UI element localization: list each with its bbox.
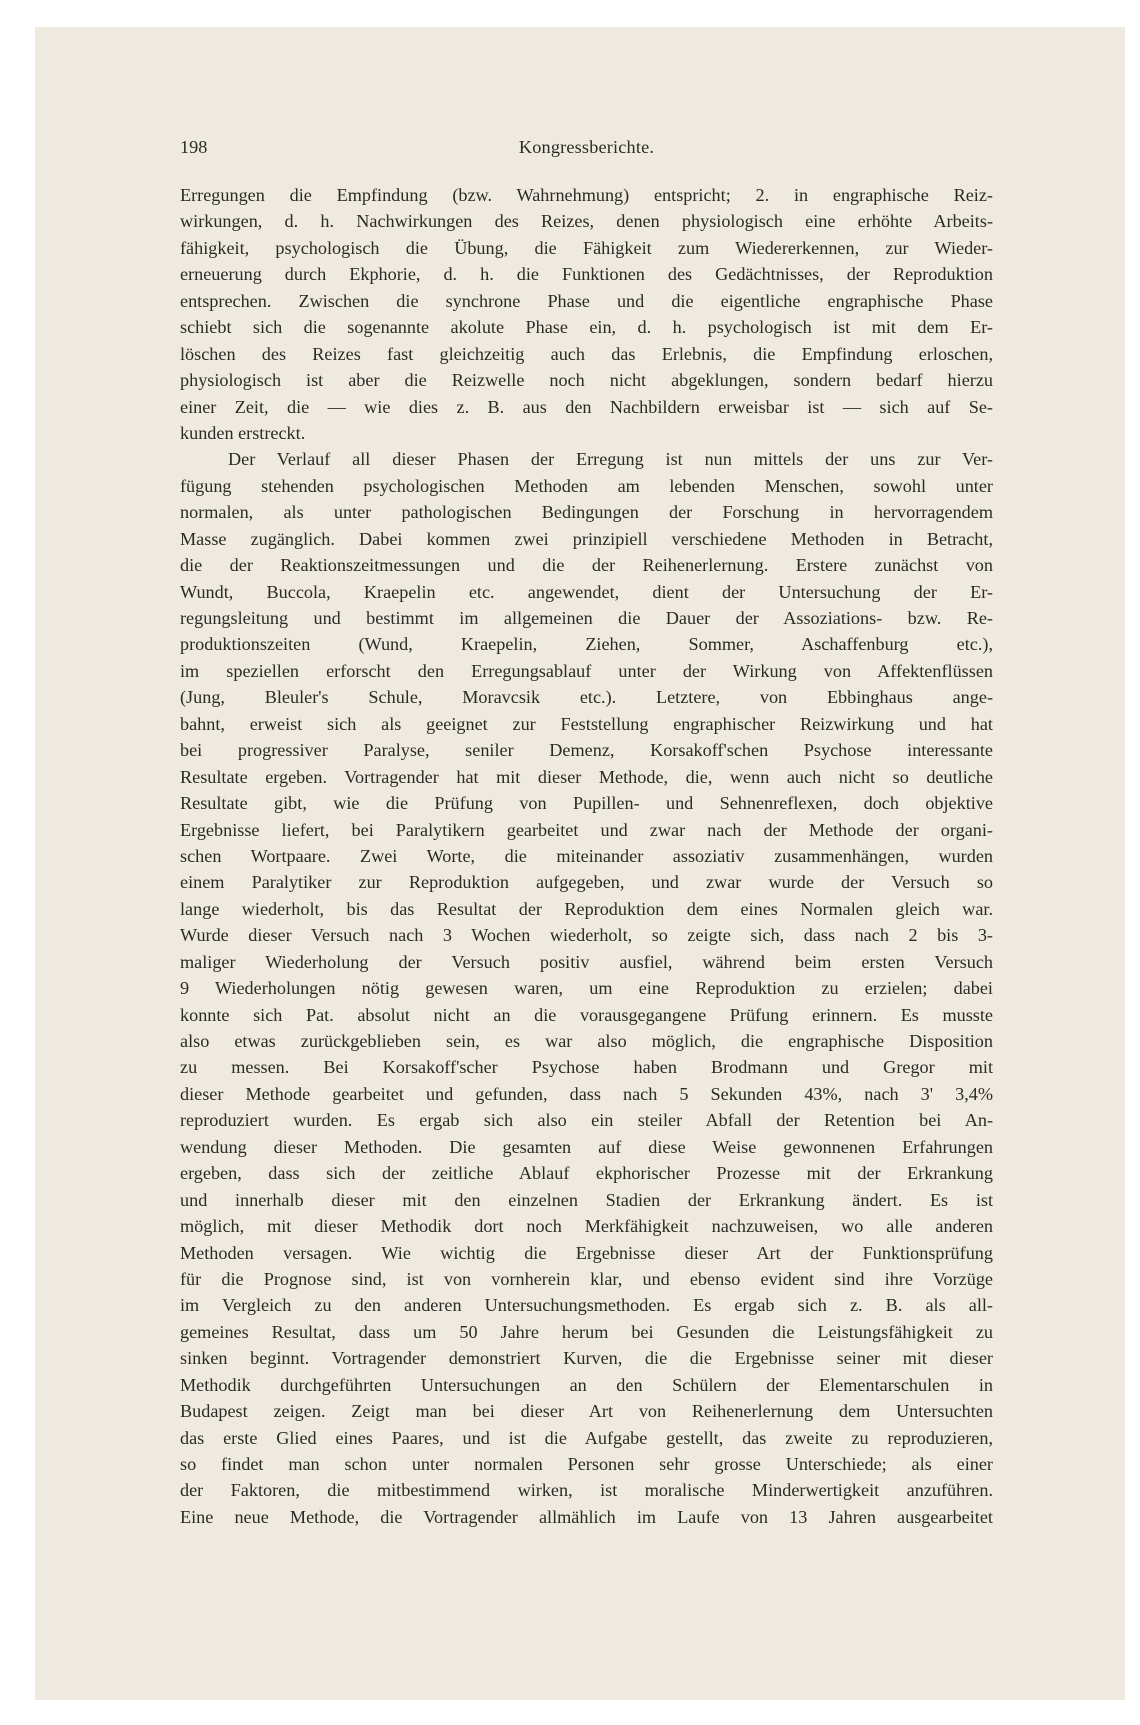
text-line: lange wiederholt, bis das Resultat der Reproduktion dem eines Normalen gleich war.	[180, 898, 993, 919]
text-line: Der Verlauf all dieser Phasen der Erregung ist nun mittels der uns zur Ver-	[228, 449, 993, 470]
text-line: einer Zeit, die — wie dies z. B. aus den Nachbildern erweisbar ist — sich auf Se-	[180, 396, 993, 417]
text-line: so findet man schon unter normalen Personen sehr grosse Unterschiede; als einer	[180, 1454, 993, 1474]
text-line: sinken beginnt. Vortragender demonstriert Kurven, die die Ergebnisse seiner mit dieser	[180, 1348, 993, 1369]
text-line: fügung stehenden psychologischen Methoden am lebenden Menschen, sowohl unter	[180, 475, 993, 496]
text-line: der Faktoren, die mitbestimmend wirken, ist moralische Minderwertigkeit anzuführen.	[180, 1480, 993, 1501]
body-text	[180, 182, 993, 1530]
text-line: dieser Methode gearbeitet und gefunden, dass nach 5 Sekunden 43%, nach 3' 3,4%	[180, 1083, 993, 1104]
text-line: und innerhalb dieser mit den einzelnen Stadien der Erkrankung ändert. Es ist	[180, 1189, 993, 1210]
text-line: Budapest zeigen. Zeigt man bei dieser Art von Reihenerlernung dem Untersuchten	[180, 1401, 993, 1422]
page-number: 198	[180, 137, 208, 157]
text-line: (Jung, Bleuler's Schule, Moravcsik etc.). Letztere, von Ebbinghaus ange-	[180, 687, 993, 708]
text-line: maliger Wiederholung der Versuch positiv ausfiel, während beim ersten Versuch	[180, 951, 993, 972]
text-line: regungsleitung und bestimmt im allgemeinen die Dauer der Assoziations- bzw. Re-	[180, 608, 993, 628]
text-line: im Vergleich zu den anderen Untersuchungsmethoden. Es ergab sich z. B. als all-	[180, 1295, 993, 1316]
text-line: physiologisch ist aber die Reizwelle noch nicht abgeklungen, sondern bedarf hierzu	[180, 370, 993, 391]
text-line: schen Wortpaare. Zwei Worte, die miteinander assoziativ zusammenhängen, wurden	[180, 845, 993, 866]
text-line: löschen des Reizes fast gleichzeitig auch das Erlebnis, die Empfindung erloschen,	[180, 343, 993, 364]
text-line: für die Prognose sind, ist von vornherein klar, und ebenso evident sind ihre Vorzüge	[180, 1268, 993, 1289]
text-line: normalen, als unter pathologischen Bedingungen der Forschung in hervorragendem	[180, 502, 993, 523]
text-line: fähigkeit, psychologisch die Übung, die Fähigkeit zum Wiedererkennen, zur Wieder-	[180, 237, 993, 258]
text-line: Masse zugänglich. Dabei kommen zwei prinzipiell verschiedene Methoden in Betracht,	[180, 528, 993, 549]
page-body	[180, 134, 993, 1530]
text-line: Erregungen die Empfindung (bzw. Wahrnehmung) entspricht; 2. in engraphische Reiz-	[180, 185, 993, 205]
text-line: Eine neue Methode, die Vortragender allmählich im Laufe von 13 Jahren ausgearbeitet	[180, 1506, 993, 1527]
text-line: im speziellen erforscht den Erregungsablauf unter der Wirkung von Affektenflüssen	[180, 660, 993, 681]
text-line: produktionszeiten (Wund, Kraepelin, Ziehen, Sommer, Aschaffenburg etc.),	[180, 634, 993, 655]
text-line: einem Paralytiker zur Reproduktion aufgegeben, und zwar wurde der Versuch so	[180, 872, 993, 893]
text-line: Resultate ergeben. Vortragender hat mit dieser Methode, die, wenn auch nicht so deutliche	[180, 766, 993, 787]
text-line: 9 Wiederholungen nötig gewesen waren, um eine Reproduktion zu erzielen; dabei	[180, 978, 993, 999]
text-line: ergeben, dass sich der zeitliche Ablauf ekphorischer Prozesse mit der Erkrankung	[180, 1163, 993, 1184]
text-line: zu messen. Bei Korsakoff'scher Psychose haben Brodmann und Gregor mit	[180, 1057, 993, 1078]
text-line: Methoden versagen. Wie wichtig die Ergebnisse dieser Art der Funktionsprüfung	[180, 1242, 993, 1263]
text-line: wirkungen, d. h. Nachwirkungen des Reizes, denen physiologisch eine erhöhte Arbeits-	[180, 211, 993, 232]
text-line: entsprechen. Zwischen die synchrone Phase und die eigentliche engraphische Phase	[180, 290, 993, 311]
text-line: kunden erstreckt.	[180, 422, 306, 443]
text-line: das erste Glied eines Paares, und ist die Aufgabe gestellt, das zweite zu reproduzieren,	[180, 1427, 993, 1448]
text-line: Methodik durchgeführten Untersuchungen an den Schülern der Elementarschulen in	[180, 1374, 993, 1395]
text-line: Wurde dieser Versuch nach 3 Wochen wiederholt, so zeigte sich, dass nach 2 bis 3-	[180, 925, 993, 946]
text-line: bei progressiver Paralyse, seniler Demenz, Korsakoff'schen Psychose interessante	[180, 740, 993, 761]
text-line: konnte sich Pat. absolut nicht an die vorausgegangene Prüfung erinnern. Es musste	[180, 1004, 993, 1025]
page-header	[180, 134, 993, 164]
text-line: die der Reaktionszeitmessungen und die der Reihenerlernung. Erstere zunächst von	[180, 555, 993, 576]
text-line: möglich, mit dieser Methodik dort noch Merkfähigkeit nachzuweisen, wo alle anderen	[180, 1216, 993, 1237]
text-line: erneuerung durch Ekphorie, d. h. die Funktionen des Gedächtnisses, der Reproduktion	[180, 264, 993, 285]
text-line: gemeines Resultat, dass um 50 Jahre herum bei Gesunden die Leistungsfähigkeit zu	[180, 1321, 993, 1342]
text-line: Ergebnisse liefert, bei Paralytikern gearbeitet und zwar nach der Methode der organi-	[180, 819, 993, 840]
text-line: Resultate gibt, wie die Prüfung von Pupillen- und Sehnenreflexen, doch objektive	[180, 793, 993, 814]
text-line: schiebt sich die sogenannte akolute Phase ein, d. h. psychologisch ist mit dem Er-	[180, 317, 993, 338]
text-line: wendung dieser Methoden. Die gesamten auf diese Weise gewonnenen Erfahrungen	[180, 1136, 993, 1157]
text-line: Wundt, Buccola, Kraepelin etc. angewendet, dient der Untersuchung der Er-	[180, 581, 993, 602]
text-line: also etwas zurückgeblieben sein, es war also möglich, die engraphische Disposition	[180, 1031, 993, 1051]
text-line: reproduziert wurden. Es ergab sich also ein steiler Abfall der Retention bei An-	[180, 1110, 993, 1131]
text-line: bahnt, erweist sich als geeignet zur Feststellung engraphischer Reizwirkung und hat	[180, 713, 993, 734]
running-head: Kongressberichte.	[518, 137, 655, 157]
